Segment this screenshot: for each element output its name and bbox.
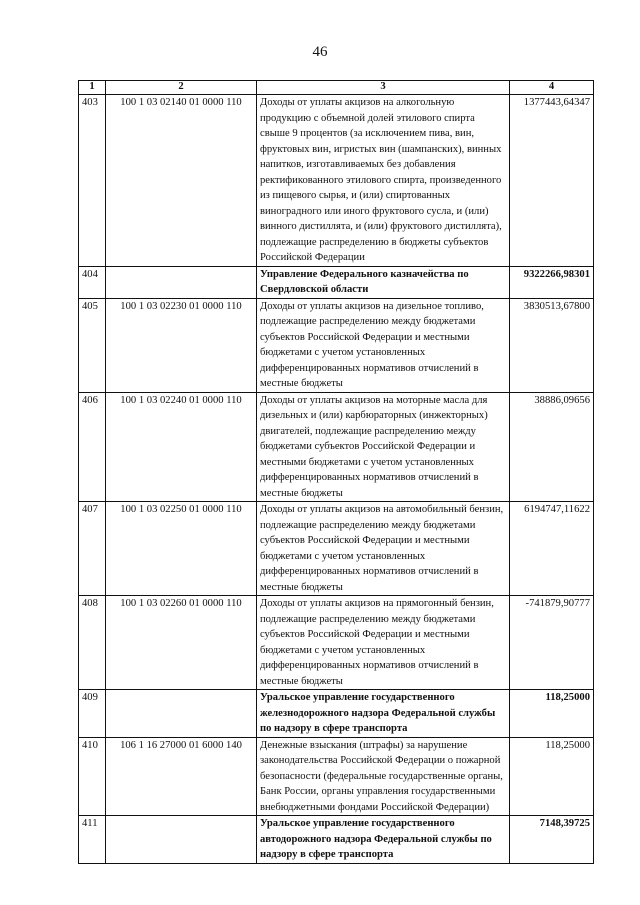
row-number: 404 <box>79 266 106 298</box>
row-number: 405 <box>79 298 106 392</box>
revenue-description: Денежные взыскания (штрафы) за нарушение законодательства Российской Федерации о пожарной безопасности (федеральные государственные органы, Банк России, органы управления государственными внебюджетными фондами Российской Федерации) <box>257 737 510 816</box>
row-number: 409 <box>79 690 106 738</box>
amount: 6194747,11622 <box>510 502 594 596</box>
table-row <box>79 690 594 738</box>
amount: 9322266,98301 <box>510 266 594 298</box>
amount: 118,25000 <box>510 737 594 816</box>
budget-classification-code <box>106 816 257 864</box>
table-row <box>79 392 594 502</box>
table-row <box>79 816 594 864</box>
row-number: 406 <box>79 392 106 502</box>
revenue-description: Доходы от уплаты акцизов на дизельное топливо, подлежащие распределению между бюджетами субъектов Российской Федерации и местными бюджетами с учетом установленных дифференцированных нормативов отчислений в местные бюджеты <box>257 298 510 392</box>
column-header-3: 3 <box>257 81 510 95</box>
budget-classification-code: 100 1 03 02250 01 0000 110 <box>106 502 257 596</box>
revenue-description: Доходы от уплаты акцизов на автомобильный бензин, подлежащие распределению между бюджетами субъектов Российской Федерации и местными бюджетами с учетом установленных дифференцированных нормативов отчислений в местные бюджеты <box>257 502 510 596</box>
budget-classification-code: 106 1 16 27000 01 6000 140 <box>106 737 257 816</box>
budget-classification-code <box>106 690 257 738</box>
row-number: 408 <box>79 596 106 690</box>
amount: -741879,90777 <box>510 596 594 690</box>
budget-revenue-table <box>78 80 594 864</box>
revenue-description: Доходы от уплаты акцизов на алкогольную продукцию с объемной долей этилового спирта свыше 9 процентов (за исключением пива, вин, фруктовых вин, игристых вин (шампанских), винных напитков, изготавливаемых без добавления ректификованного этилового спирта, произведенного из пищевого сырья, и (или) спиртованных виноградного или иного фруктового сусла, и (или) винного дистиллята, и (или) фруктового дистиллята), подлежащие распределению в бюджеты субъектов Российской Федерации <box>257 95 510 267</box>
budget-classification-code: 100 1 03 02260 01 0000 110 <box>106 596 257 690</box>
table-row <box>79 298 594 392</box>
administrator-name: Уральское управление государственного железнодорожного надзора Федеральной службы по надзору в сфере транспорта <box>257 690 510 738</box>
table-header-row <box>79 81 594 95</box>
amount: 3830513,67800 <box>510 298 594 392</box>
column-header-4: 4 <box>510 81 594 95</box>
administrator-name: Управление Федерального казначейства по Свердловской области <box>257 266 510 298</box>
revenue-description: Доходы от уплаты акцизов на прямогонный бензин, подлежащие распределению между бюджетами субъектов Российской Федерации и местными бюджетами с учетом установленных дифференцированных нормативов отчислений в местные бюджеты <box>257 596 510 690</box>
budget-classification-code <box>106 266 257 298</box>
budget-classification-code: 100 1 03 02240 01 0000 110 <box>106 392 257 502</box>
table-row <box>79 95 594 267</box>
amount: 38886,09656 <box>510 392 594 502</box>
table-row <box>79 502 594 596</box>
budget-classification-code: 100 1 03 02230 01 0000 110 <box>106 298 257 392</box>
revenue-description: Доходы от уплаты акцизов на моторные масла для дизельных и (или) карбюраторных (инжекторных) двигателей, подлежащие распределению между бюджетами субъектов Российской Федерации и местными бюджетами с учетом установленных дифференцированных нормативов отчислений в местные бюджеты <box>257 392 510 502</box>
amount: 7148,39725 <box>510 816 594 864</box>
page-number: 46 <box>312 44 328 60</box>
table-row <box>79 737 594 816</box>
table-row <box>79 266 594 298</box>
table-row <box>79 596 594 690</box>
row-number: 407 <box>79 502 106 596</box>
row-number: 403 <box>79 95 106 267</box>
budget-classification-code: 100 1 03 02140 01 0000 110 <box>106 95 257 267</box>
administrator-name: Уральское управление государственного автодорожного надзора Федеральной службы по надзору в сфере транспорта <box>257 816 510 864</box>
row-number: 410 <box>79 737 106 816</box>
column-header-1: 1 <box>79 81 106 95</box>
column-header-2: 2 <box>106 81 257 95</box>
amount: 1377443,64347 <box>510 95 594 267</box>
amount: 118,25000 <box>510 690 594 738</box>
row-number: 411 <box>79 816 106 864</box>
